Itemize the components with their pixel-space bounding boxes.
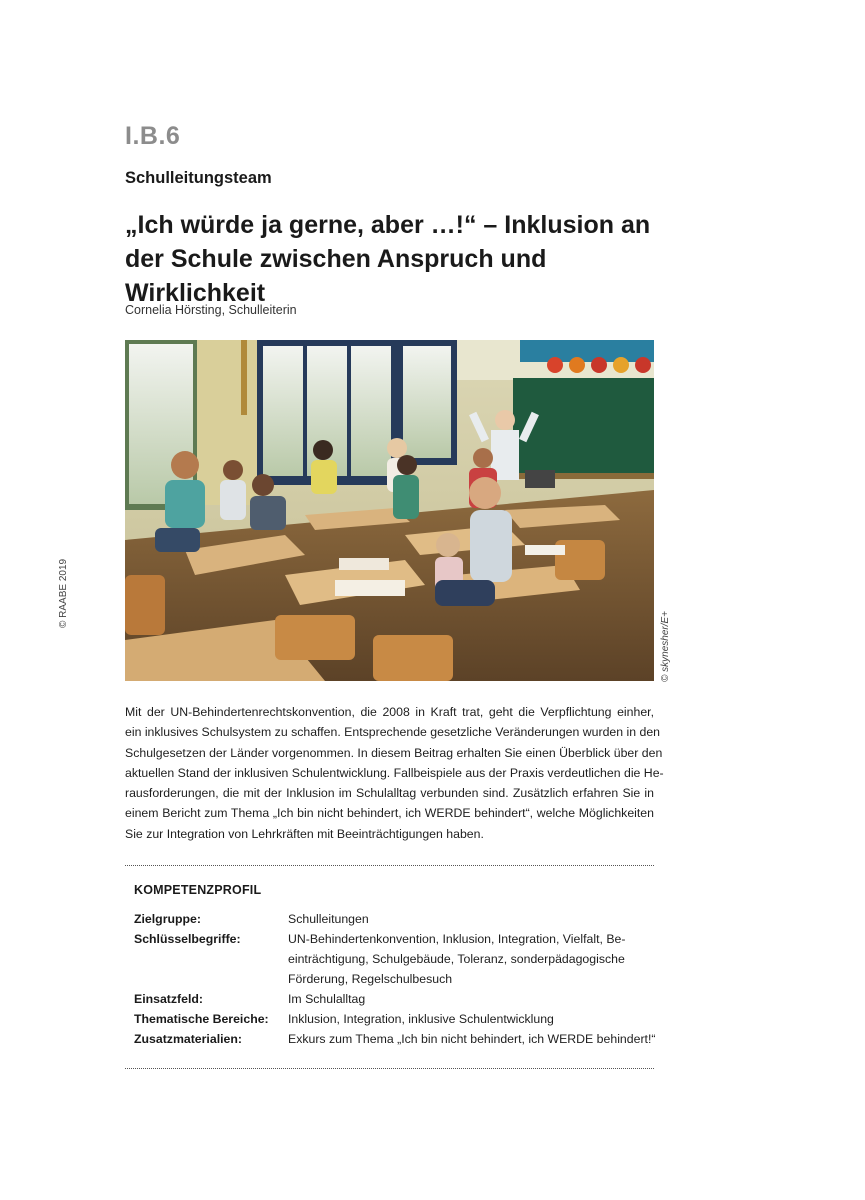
profile-value-line: Im Schulalltag: [288, 992, 366, 1006]
copyright-note: © RAABE 2019: [58, 558, 69, 628]
intro-line: rausforderungen, die mit der Inklusion im Schulalltag verbunden sind. Zusätzlich erfahren Sie in: [125, 786, 654, 801]
profile-value: [288, 1009, 649, 1029]
profile-value-line: einträchtigung, Schulgebäude, Toleranz, sonderpädagogische: [288, 952, 625, 966]
profile-row: [134, 1009, 649, 1029]
profile-row: [134, 929, 649, 989]
profile-row: [134, 1029, 656, 1049]
profile-value-line: Exkurs zum Thema „Ich bin nicht behindert, ich WERDE behindert!“: [288, 1032, 656, 1046]
intro-line: aktuellen Stand der inklusiven Schulentwicklung. Fallbeispiele aus der Praxis verdeutlichen die He-: [125, 765, 664, 780]
profile-value: [288, 1029, 655, 1049]
profile-heading: KOMPETENZPROFIL: [134, 883, 262, 897]
photo-credit: © skynesher/E+: [660, 610, 671, 682]
profile-value: [288, 989, 649, 1009]
section-label: Schulleitungsteam: [125, 169, 272, 187]
profile-value-line: Förderung, Regelschulbesuch: [288, 972, 453, 986]
profile-key: Schlüsselbegriffe:: [134, 932, 241, 946]
profile-row: [134, 989, 649, 1009]
author: Cornelia Hörsting, Schulleiterin: [125, 303, 297, 317]
profile-value: [288, 909, 649, 929]
profile-row: [134, 909, 649, 929]
intro-line: Mit der UN-Behindertenrechtskonvention, die 2008 in Kraft trat, geht die Verpflichtung einher,: [125, 705, 654, 719]
profile-key: Zielgruppe:: [134, 912, 201, 926]
title-line: „Ich würde ja gerne, aber …!“ – Inklusion an: [125, 211, 651, 239]
intro-line: einem Bericht zum Thema „Ich bin nicht behindert, ich WERDE behindert“, welche Möglichkeiten: [125, 806, 654, 821]
competence-profile-table: [134, 909, 656, 1049]
dotted-divider-top: [125, 865, 654, 866]
profile-key: Zusatzmaterialien:: [134, 1032, 242, 1046]
profile-key: Einsatzfeld:: [134, 992, 204, 1006]
profile-value-line: Inklusion, Integration, inklusive Schulentwicklung: [288, 1012, 554, 1026]
profile-value: [288, 929, 649, 989]
intro-paragraph: [125, 702, 664, 844]
intro-line: Sie zur Integration von Lehrkräften mit Beeinträchtigungen haben.: [125, 826, 484, 841]
profile-value-line: Schulleitungen: [288, 912, 369, 926]
dotted-divider-bottom: [125, 1068, 654, 1069]
title-line: der Schule zwischen Anspruch und Wirklichkeit: [125, 245, 547, 307]
classroom-photo: [125, 340, 654, 681]
intro-line: Schulgesetzen der Länder vorgenommen. In diesem Beitrag erhalten Sie einen Überblick über den: [125, 745, 663, 760]
intro-line: ein inklusives Schulsystem zu schaffen. Entsprechende gesetzliche Veränderungen wurden in den: [125, 725, 661, 740]
section-code: I.B.6: [125, 122, 181, 150]
profile-value-line: UN-Behindertenkonvention, Inklusion, Integration, Vielfalt, Be-: [288, 932, 626, 946]
profile-key: Thematische Bereiche:: [134, 1012, 269, 1026]
page-title: [125, 208, 685, 310]
